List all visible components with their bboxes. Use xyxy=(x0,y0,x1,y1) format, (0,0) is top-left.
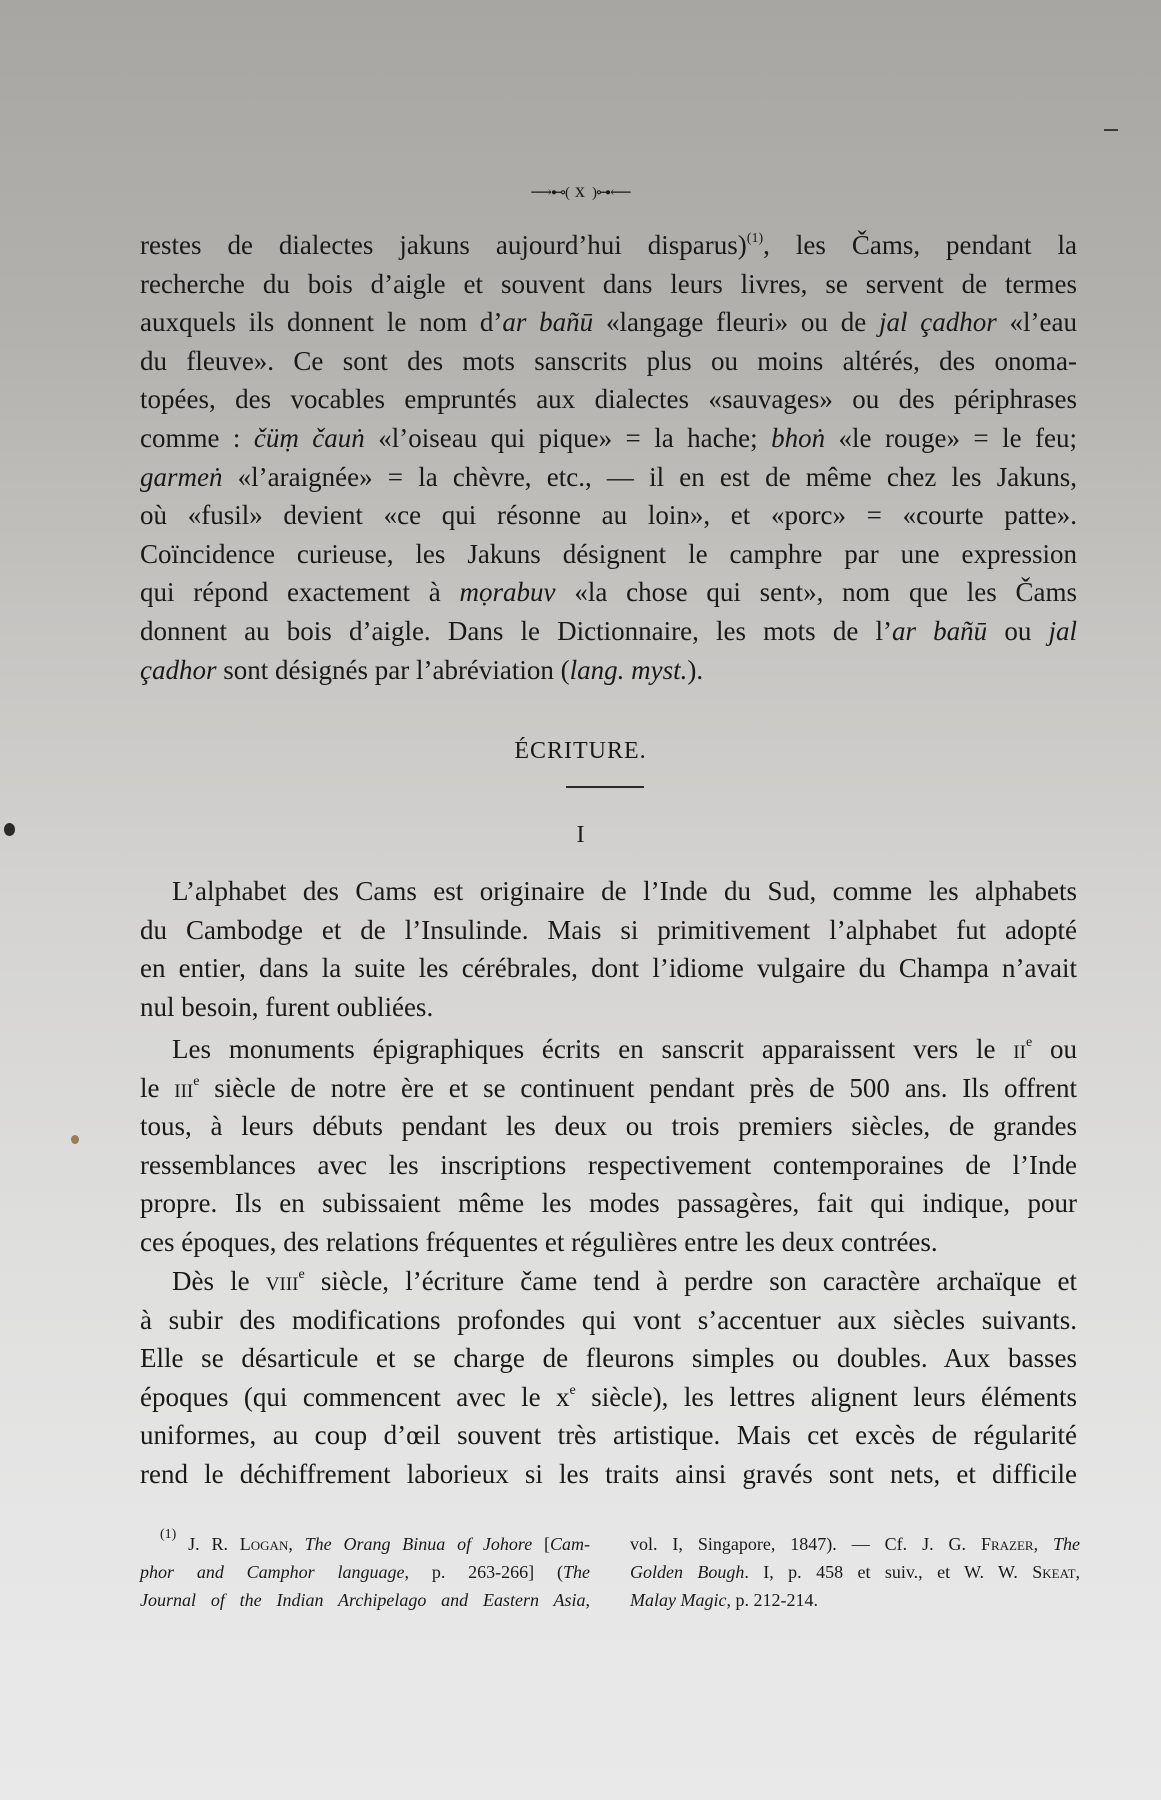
text-line: tous, à leurs débuts pendant les deux ou trois premiers siècles, de grandes xyxy=(140,1111,1077,1142)
text-line: comme : čüṃ čauṅ «l’oiseau qui pique» = la hache; bhoṅ «le rouge» = le feu; xyxy=(140,422,1077,453)
text-line: nul besoin, furent oubliées. xyxy=(140,991,434,1022)
footnote-column-left xyxy=(140,1527,591,1614)
text-line: garmeṅ «l’araignée» = la chèvre, etc., — il en est de même chez les Jakuns, xyxy=(140,461,1077,492)
footnote-column-right xyxy=(630,1530,1080,1614)
footnote-marker: (1) xyxy=(160,1527,177,1542)
text-line: propre. Ils en subissaient même les modes passagères, fait qui indique, pour xyxy=(140,1188,1077,1219)
page-number: x xyxy=(575,180,586,202)
footnote-line: Golden Bough. I, p. 458 et suiv., et W. W. Skeat, xyxy=(630,1562,1081,1582)
page-header xyxy=(0,180,1161,203)
text-line: uniformes, au coup d’œil souvent très artistique. Mais cet excès de régularité xyxy=(140,1420,1077,1451)
paragraph-epigraphic-monuments xyxy=(140,1030,1077,1262)
footnote-line: Malay Magic, p. 212-214. xyxy=(630,1590,818,1610)
text-line: où «fusil» devient «ce qui résonne au loin», et «porc» = «courte patte». xyxy=(140,500,1077,531)
text-line: Elle se désarticule et se charge de fleurons simples ou doubles. Aux basses xyxy=(140,1343,1077,1374)
text-line: Dès le viii$^e$ siècle, l’écriture čame tend à perdre son caractère archaïque et xyxy=(172,1266,1077,1296)
ink-spot xyxy=(4,823,15,836)
text-line: recherche du bois d’aigle et souvent dans leurs livres, se servent de termes xyxy=(140,268,1077,299)
text-line: époques (qui commencent avec le $x^e$ siècle), les lettres alignent leurs éléments xyxy=(140,1381,1077,1412)
text-line: çadhor sont désignés par l’abréviation (lang. myst.). xyxy=(140,654,704,685)
text-line: topées, des vocables empruntés aux dialectes «sauvages» ou des périphrases xyxy=(140,384,1077,415)
section-title: ÉCRITURE. xyxy=(514,738,647,764)
text-line: qui répond exactement à mọrabuv «la chose qui sent», nom que les Čams xyxy=(140,577,1077,608)
footnote-ref[interactable]: (1) xyxy=(746,231,764,246)
text-line: Coïncidence curieuse, les Jakuns désignent le camphre par une expression xyxy=(140,538,1077,569)
footnote-line: vol. I, Singapore, 1847). — Cf. J. G. Frazer, The xyxy=(630,1534,1080,1554)
paragraph-continuation xyxy=(140,226,1077,689)
text-line: rend le déchiffrement laborieux si les traits ainsi gravés sont nets, et difficile xyxy=(140,1458,1077,1489)
text-line: du Cambodge et de l’Insulinde. Mais si primitivement l’alphabet fut adopté xyxy=(140,914,1077,945)
footnote-line: $^{(1)}$ J. R. Logan, The Orang Binua of Johore [Cam- xyxy=(160,1527,591,1554)
section-number: I xyxy=(576,822,585,848)
paragraph-alphabet-origin xyxy=(140,872,1077,1026)
footnote-line: phor and Camphor language, p. 263-266] (The xyxy=(140,1562,590,1582)
text-line: L’alphabet des Cams est originaire de l’Inde du Sud, comme les alphabets xyxy=(172,876,1077,906)
ornament-right-icon: )⊶⟵ xyxy=(592,185,631,201)
text-line: en entier, dans la suite les cérébrales, dont l’idiome vulgaire du Champa n’avait xyxy=(140,953,1077,984)
text-line: du fleuve». Ce sont des mots sanscrits plus ou moins altérés, des onoma- xyxy=(140,345,1077,376)
footnotes xyxy=(140,1527,1081,1614)
footnote-line: Journal of the Indian Archipelago and Eastern Asia, xyxy=(140,1590,590,1610)
text-line: restes de dialectes jakuns aujourd’hui disparus)$^{(1)}$, les Čams, pendant la xyxy=(140,230,1077,260)
margin-mark xyxy=(1104,129,1118,131)
text-line: le iii$^e$ siècle de notre ère et se continuent pendant près de 500 ans. Ils offrent xyxy=(140,1072,1077,1103)
paragraph-script-evolution xyxy=(140,1262,1077,1494)
foxing-spot xyxy=(71,1135,79,1144)
text-line: donnent au bois d’aigle. Dans le Dictionnaire, les mots de l’ar bañū ou jal xyxy=(140,615,1077,646)
text-line: Les monuments épigraphiques écrits en sanscrit apparaissent vers le $ii^e$ ou xyxy=(172,1034,1078,1064)
text-line: auxquels ils donnent le nom d’ar bañū «langage fleuri» ou de jal çadhor «l’eau xyxy=(140,307,1077,338)
text-line: à subir des modifications profondes qui vont s’accentuer aux siècles suivants. xyxy=(140,1304,1077,1335)
section-divider xyxy=(566,786,644,788)
text-line: ces époques, des relations fréquentes et régulières entre les deux contrées. xyxy=(140,1226,938,1257)
ornament-left-icon: ⟶⊷( xyxy=(530,185,569,201)
text-line: ressemblances avec les inscriptions respectivement contemporaines de l’Inde xyxy=(140,1149,1077,1180)
